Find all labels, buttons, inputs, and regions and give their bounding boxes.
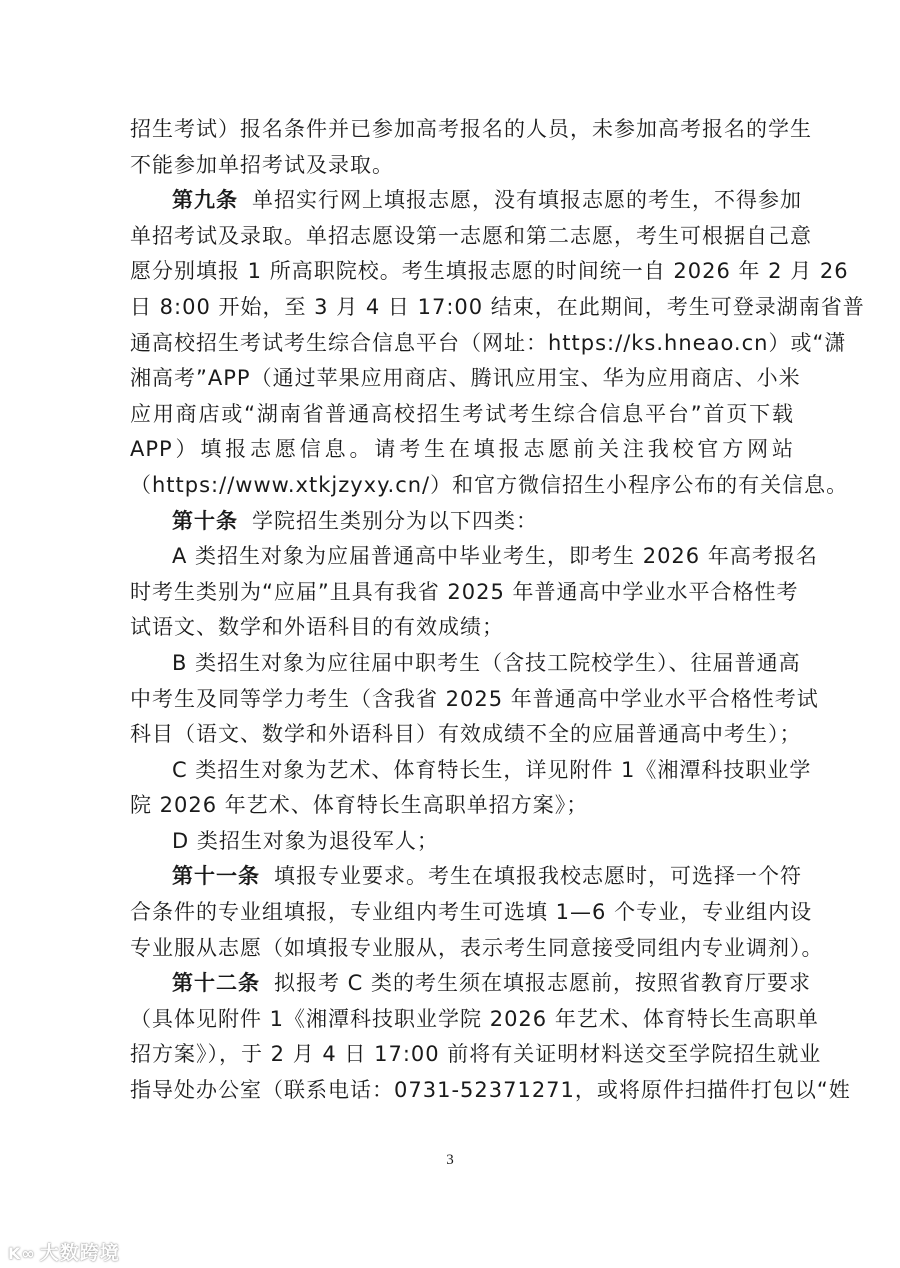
text-line — [130, 432, 794, 468]
text-line — [130, 966, 812, 1002]
text-line — [130, 326, 847, 362]
text-line — [130, 1073, 851, 1109]
line-text: 应用商店或“湖南省普通高校招生考试考生综合信息平台”首页下载 — [130, 401, 794, 426]
text-line — [130, 468, 849, 504]
line-text: 中考生及同等学力考生（含我省 2025 年普通高中学业水平合格性考试 — [130, 686, 819, 711]
line-text: （https://www.xtkjzyxy.cn/）和官方微信招生小程序公布的有关信息。 — [130, 472, 849, 497]
line-text: 不能参加单招考试及录取。 — [130, 152, 394, 177]
line-text: 时考生类别为“应届”且具有我省 2025 年普通高中学业水平合格性考 — [130, 579, 799, 604]
text-line — [130, 824, 794, 860]
article-heading: 第十二条 — [172, 971, 260, 996]
text-line — [130, 361, 801, 397]
text-line — [130, 539, 818, 575]
line-text: 指导处办公室（联系电话：0731-52371271，或将原件扫描件打包以“姓 — [130, 1078, 851, 1103]
text-line — [130, 397, 794, 433]
text-line — [130, 717, 802, 753]
line-text: D 类招生对象为退役军人； — [172, 828, 439, 853]
text-line — [130, 254, 849, 290]
text-line — [130, 575, 799, 611]
text-line — [130, 219, 812, 255]
line-text: （具体见附件 1《湘潭科技职业学院 2026 年艺术、体育特长生高职单 — [130, 1006, 819, 1031]
line-text: 通高校招生考试考生综合信息平台（网址：https://ks.hneao.cn）或“潇 — [130, 330, 847, 355]
line-text: 试语文、数学和外语科目的有效成绩； — [130, 615, 504, 640]
text-line — [130, 859, 802, 895]
text-line — [130, 895, 813, 931]
article-heading: 第十一条 — [172, 864, 260, 889]
text-line — [130, 112, 812, 148]
line-text: 单招实行网上填报志愿，没有填报志愿的考生，不得参加 — [252, 188, 802, 213]
text-line — [130, 290, 865, 326]
page-number: 3 — [446, 1152, 454, 1168]
line-text: 院 2026 年艺术、体育特长生高职单招方案》； — [130, 793, 589, 818]
article-heading: 第九条 — [172, 188, 238, 213]
line-text: B 类招生对象为应往届中职考生（含技工院校学生）、往届普通高 — [172, 650, 801, 675]
text-line — [130, 1002, 819, 1038]
line-text: APP）填报志愿信息。请考生在填报志愿前关注我校官方网站 — [130, 437, 794, 462]
text-line — [130, 183, 802, 219]
line-text: 单招考试及录取。单招志愿设第一志愿和第二志愿，考生可根据自己意 — [130, 223, 812, 248]
text-line — [130, 1037, 822, 1073]
line-text: 拟报考 C 类的考生须在填报志愿前，按照省教育厅要求 — [274, 971, 812, 996]
text-line — [130, 682, 819, 718]
watermark-logo-icon: K∞ — [8, 1244, 36, 1263]
line-text: 科目（语文、数学和外语科目）有效成绩不全的应届普通高中考生）； — [130, 722, 802, 747]
line-text: 湘高考”APP（通过苹果应用商店、腾讯应用宝、华为应用商店、小米 — [130, 366, 801, 391]
line-text: 填报专业要求。考生在填报我校志愿时，可选择一个符 — [274, 864, 802, 889]
line-text: 招方案》），于 2 月 4 日 17:00 前将有关证明材料送交至学院招生就业 — [130, 1042, 822, 1067]
text-line — [130, 753, 812, 789]
line-text: 学院招生类别分为以下四类： — [252, 508, 538, 533]
text-line — [130, 504, 794, 540]
line-text: A 类招生对象为应届普通高中毕业考生，即考生 2026 年高考报名 — [172, 544, 818, 569]
line-text: 日 8:00 开始，至 3 月 4 日 17:00 结束，在此期间，考生可登录湖南省普 — [130, 294, 865, 319]
article-heading: 第十条 — [172, 508, 238, 533]
line-text: 合条件的专业组填报，专业组内考生可选填 1—6 个专业，专业组内设 — [130, 900, 813, 925]
watermark — [8, 1238, 120, 1265]
line-text: C 类招生对象为艺术、体育特长生，详见附件 1《湘潭科技职业学 — [172, 757, 812, 782]
text-line — [130, 931, 824, 967]
text-line — [130, 610, 794, 646]
watermark-text: 大数跨境 — [39, 1242, 120, 1264]
text-line — [130, 148, 794, 184]
line-text: 招生考试）报名条件并已参加高考报名的人员，未参加高考报名的学生 — [130, 117, 812, 141]
text-line — [130, 788, 794, 824]
line-text: 专业服从志愿（如填报专业服从，表示考生同意接受同组内专业调剂）。 — [130, 935, 824, 960]
line-text: 愿分别填报 1 所高职院校。考生填报志愿的时间统一自 2026 年 2 月 26 — [130, 259, 849, 284]
text-line — [130, 646, 801, 682]
document-body — [130, 112, 865, 1109]
